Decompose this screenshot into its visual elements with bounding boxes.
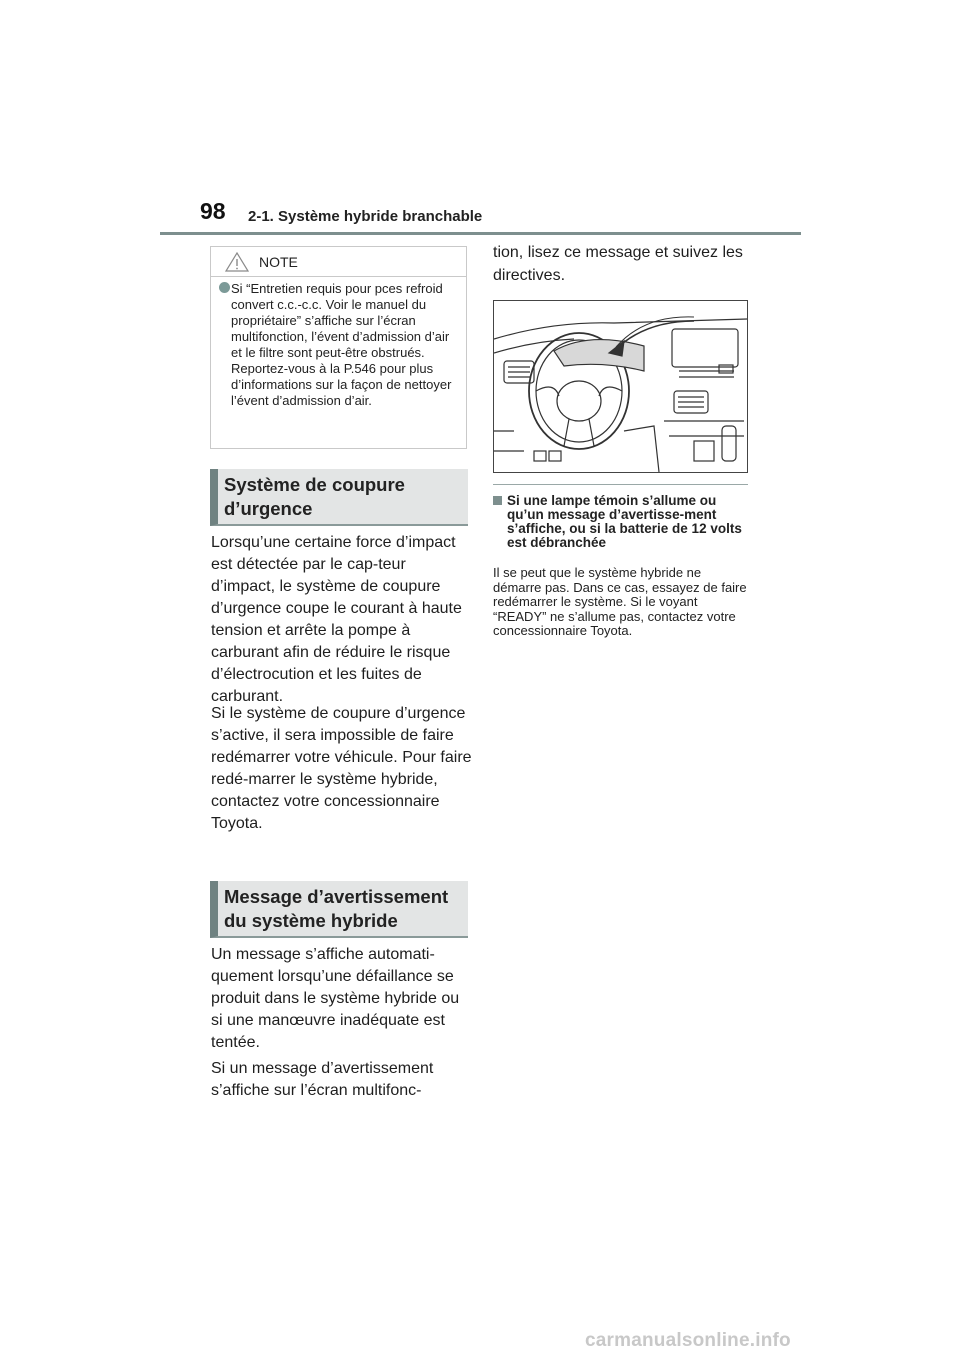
paragraph: Lorsqu’une certaine force d’impact est détectée par le cap-teur d’impact, le système de coupure d’urgence coupe le courant à haute tension et arrête la pompe à carburant afin de réduire le risque d’électrocution et les fuites de carburant. (211, 534, 462, 705)
note-body (219, 281, 463, 409)
dashboard-illustration (493, 300, 748, 473)
note-text: Si “Entretien requis pour pces refroid convert c.c.-c.c. Voir le manuel du propriétaire” s’affiche sur l’écran multifonction, l’évent d’admission d’air et le filtre sont peut-être obstrués. Reportez-vous à la P.546 pour plus d’informations sur la façon de nettoyer l’évent d’admission d’air. (231, 281, 452, 408)
bullet-icon (219, 282, 230, 293)
section-title: 2-1. Système hybride branchable (248, 208, 483, 225)
continuation-text: tion, lisez ce message et suivez les directives. (493, 244, 743, 284)
paragraph: Un message s’affiche automati-quement lorsqu’une défaillance se produit dans le système hybride ou si une manœuvre inadéquate est tentée. (211, 946, 460, 1051)
heading-emergency-cutoff: Système de coupure d’urgence (210, 469, 468, 526)
note-title: NOTE (259, 254, 298, 270)
watermark: carmanualsonline.info (585, 1330, 791, 1351)
square-bullet-icon (493, 496, 502, 505)
divider (493, 484, 748, 485)
steering-wheel-dashboard-image (494, 301, 747, 472)
heading-hybrid-warning-message: Message d’avertissement du système hybride (210, 881, 468, 938)
warning-triangle-icon (225, 252, 249, 272)
small-paragraph: Il se peut que le système hybride ne démarre pas. Dans ce cas, essayez de faire redémarrer le système. Si le voyant “READY” ne s’allume pas, contactez votre concessionnaire Toyota. (493, 565, 747, 638)
note-box (210, 246, 467, 449)
subheading-text: Si une lampe témoin s’allume ou qu’un message d’avertisse-ment s’affiche, ou si la batterie de 12 volts est débranchée (507, 493, 742, 550)
subheading (493, 494, 755, 550)
note-header (211, 247, 466, 277)
page-number: 98 (200, 198, 226, 224)
header-rule (160, 232, 801, 235)
paragraph: Si un message d’avertissement s’affiche sur l’écran multifonc- (211, 1060, 434, 1099)
paragraph: Si le système de coupure d’urgence s’active, il sera impossible de faire redémarrer votre véhicule. Pour faire redé-marrer le système hybride, contactez votre concessionnaire Toyota. (211, 705, 472, 832)
